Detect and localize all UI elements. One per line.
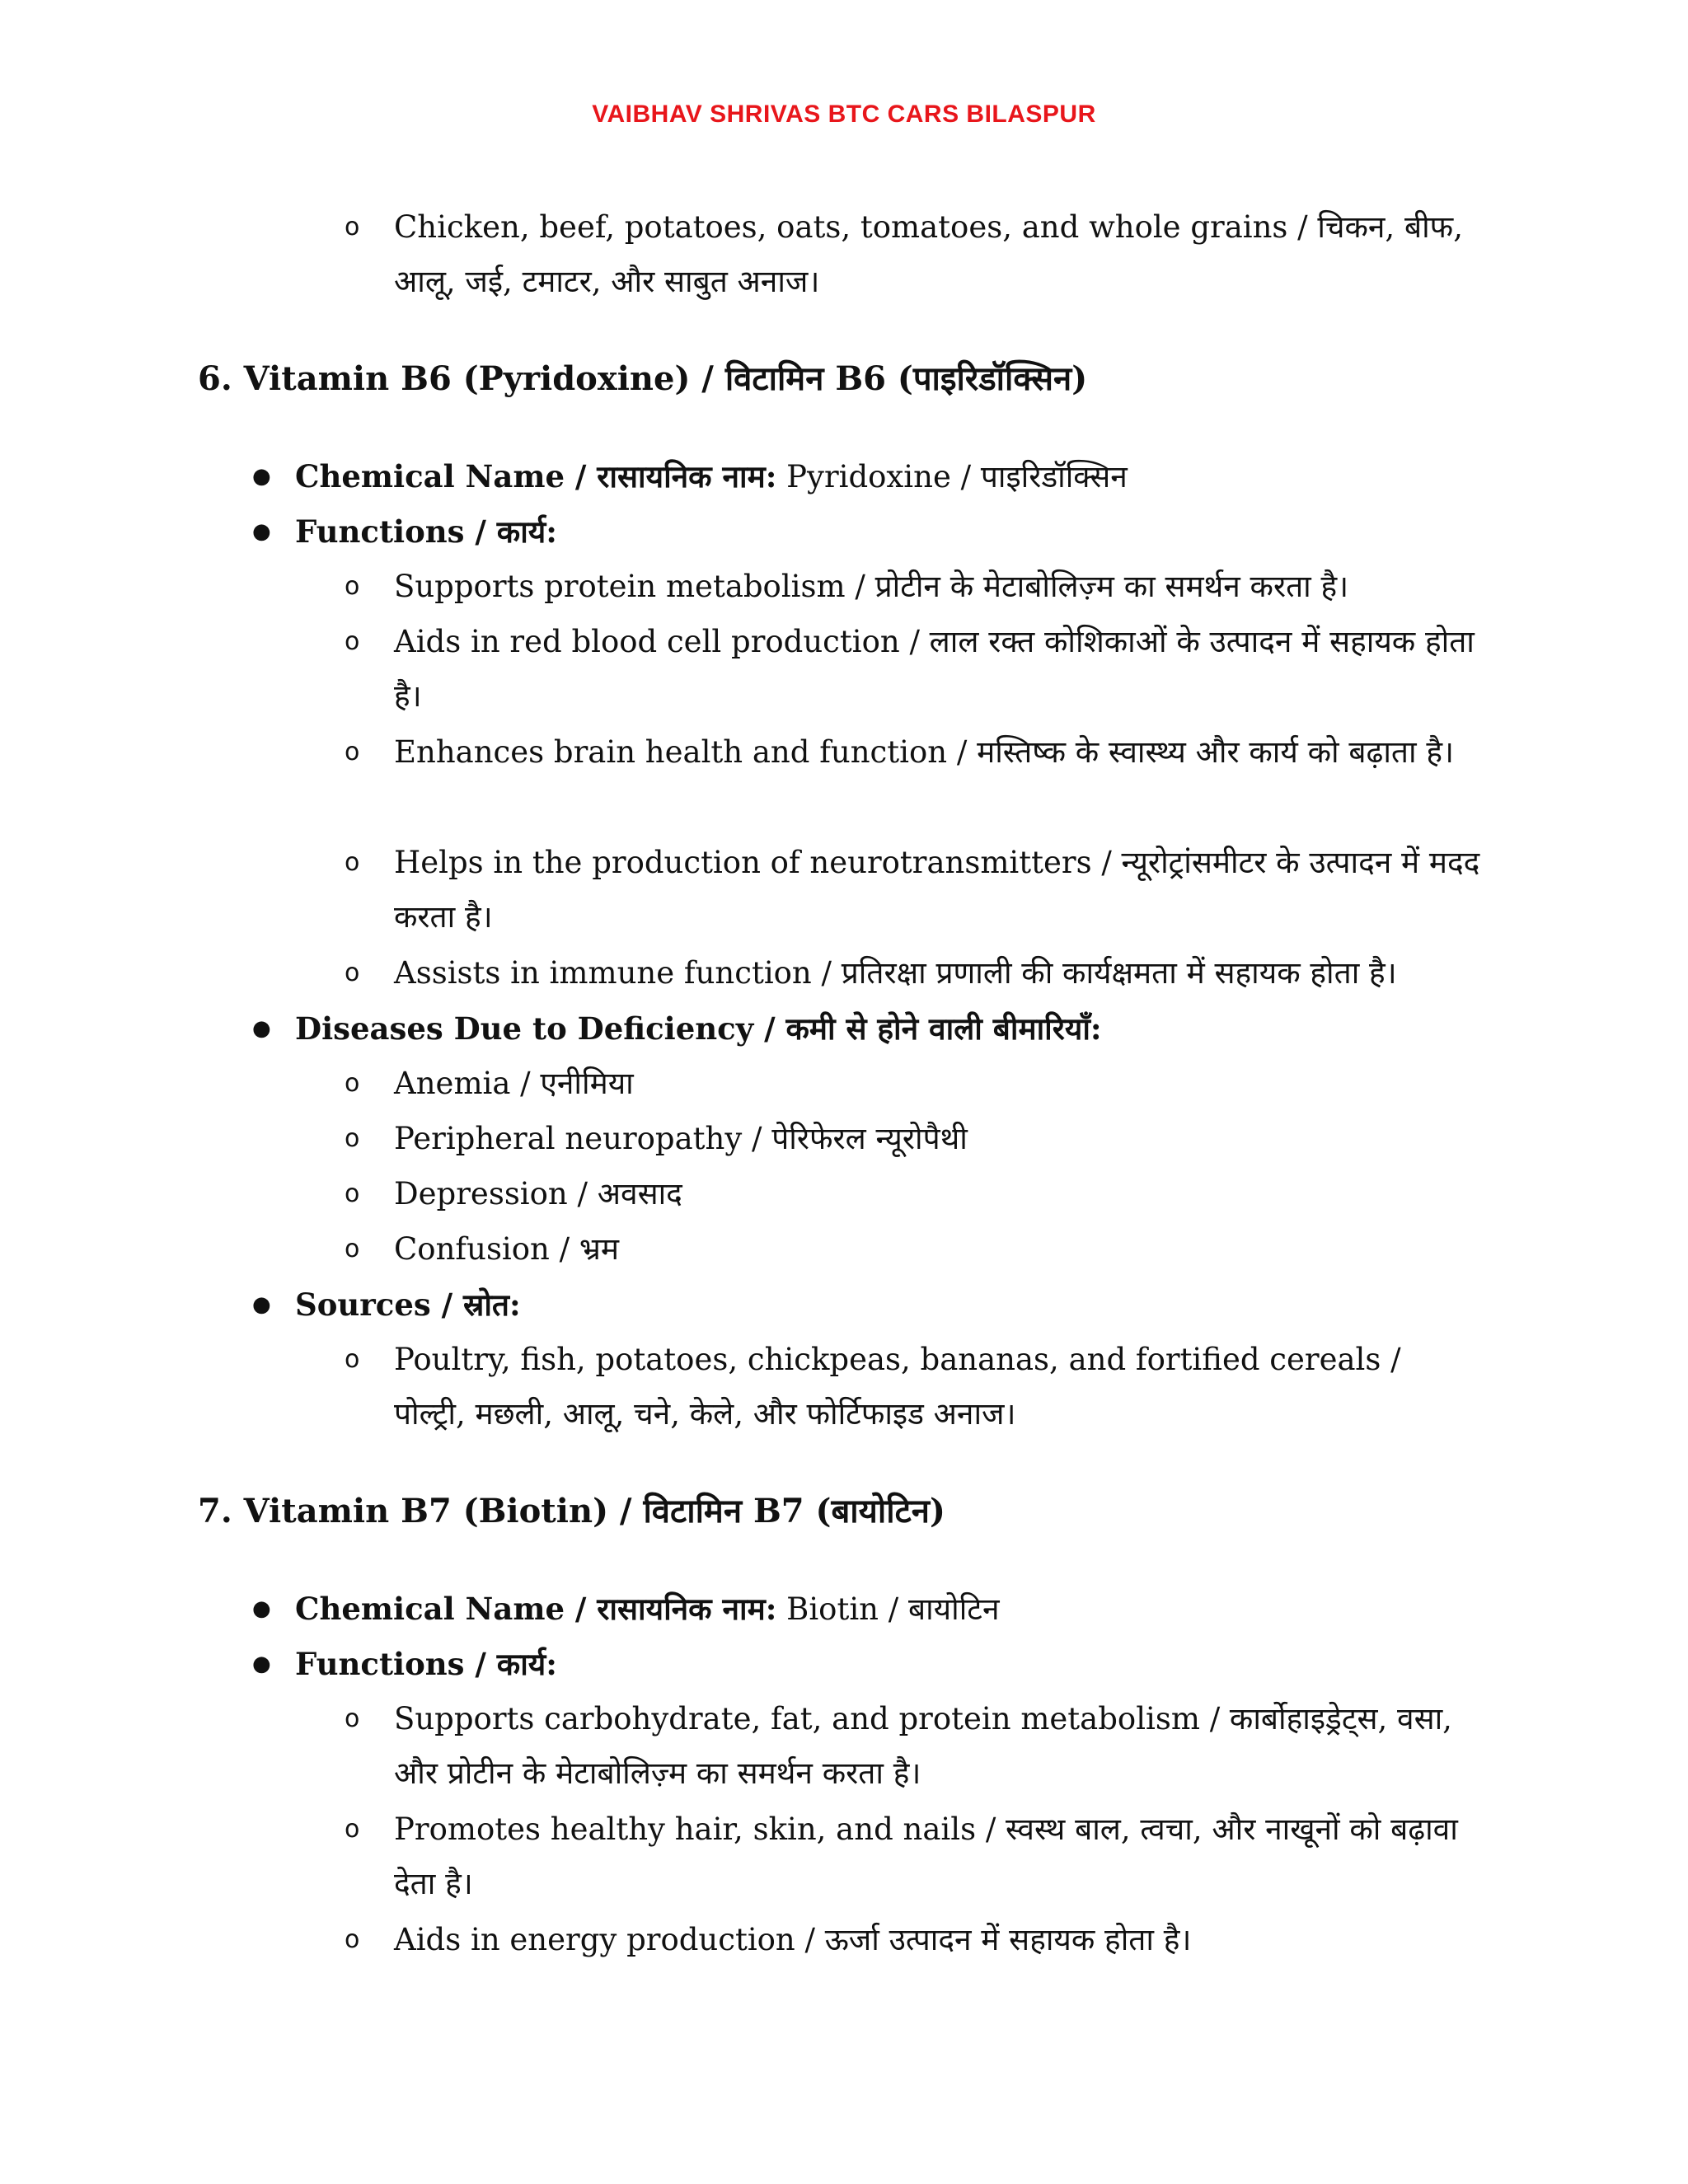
functions-label: Functions / कार्य:	[295, 513, 557, 550]
functions-row	[252, 504, 1531, 560]
chemical-name-row	[252, 1582, 1531, 1637]
page-header-title: VAIBHAV SHRIVAS BTC CARS BILASPUR	[592, 101, 1096, 128]
list-item	[345, 1913, 1482, 1967]
circle-bullet-icon: o	[345, 1345, 360, 1374]
circle-bullet-icon: o	[345, 1925, 360, 1954]
list-item	[345, 725, 1482, 780]
circle-bullet-icon: o	[345, 848, 360, 877]
list-item	[345, 1222, 1482, 1277]
circle-bullet-icon: o	[345, 1124, 360, 1153]
chemical-name-value: Biotin / बायोटिन	[776, 1591, 1000, 1627]
list-item-text: Supports carbohydrate, fat, and protein metabolism / कार्बोहाइड्रेट्स, वसा, और प्रोटीन के मेटाबोलिज़्म का समर्थन करता है।	[394, 1701, 1452, 1791]
functions-row	[252, 1637, 1531, 1692]
list-item-text: Enhances brain health and function / मस्तिष्क के स्वास्थ्य और कार्य को बढ़ाता है।	[394, 734, 1455, 770]
circle-bullet-icon: o	[345, 1815, 360, 1844]
list-item	[345, 560, 1482, 614]
circle-bullet-icon: o	[345, 1235, 360, 1263]
list-item	[345, 1167, 1482, 1221]
list-item-text: Helps in the production of neurotransmitters / न्यूरोट्रांसमीटर के उत्पादन में मदद करता है।	[394, 845, 1480, 935]
list-item-text: Peripheral neuropathy / पेरिफेरल न्यूरोपैथी	[394, 1121, 968, 1156]
disc-bullet-icon: ●	[252, 1292, 271, 1317]
list-item	[345, 1112, 1482, 1166]
list-item	[345, 1692, 1482, 1801]
list-item	[345, 615, 1482, 724]
list-item-text: Anemia / एनीमिया	[394, 1066, 634, 1101]
section-heading-b6: 6. Vitamin B6 (Pyridoxine) / विटामिन B6 (पाइरिडॉक्सिन)	[198, 359, 1088, 398]
diseases-label: Diseases Due to Deficiency / कमी से होने वाली बीमारियाँ:	[295, 1010, 1102, 1047]
list-item	[345, 946, 1482, 1001]
disc-bullet-icon: ●	[252, 1652, 271, 1676]
sources-row	[252, 1277, 1531, 1333]
list-item-text: Depression / अवसाद	[394, 1176, 682, 1212]
section-heading-b7: 7. Vitamin B7 (Biotin) / विटामिन B7 (बायोटिन)	[198, 1492, 945, 1530]
list-item-text: Confusion / भ्रम	[394, 1231, 619, 1267]
functions-label: Functions / कार्य:	[295, 1646, 557, 1682]
circle-bullet-icon: o	[345, 1704, 360, 1733]
circle-bullet-icon: o	[345, 213, 360, 241]
list-item-text: Poultry, fish, potatoes, chickpeas, bananas, and fortified cereals / पोल्ट्री, मछली, आलू, चने, केले, और फोर्टिफाइड अनाज।	[394, 1342, 1401, 1432]
list-item-text: Aids in energy production / ऊर्जा उत्पादन में सहायक होता है।	[394, 1922, 1192, 1957]
list-item-text: Supports protein metabolism / प्रोटीन के मेटाबोलिज़्म का समर्थन करता है।	[394, 569, 1349, 604]
chemical-name-label: Chemical Name / रासायनिक नाम:	[295, 458, 777, 494]
disc-bullet-icon: ●	[252, 1596, 271, 1621]
circle-bullet-icon: o	[345, 738, 360, 766]
sources-label: Sources / स्रोत:	[295, 1286, 521, 1323]
list-item-text: Aids in red blood cell production / लाल रक्त कोशिकाओं के उत्पादन में सहायक होता है।	[394, 624, 1475, 714]
list-item	[345, 1057, 1482, 1111]
list-item-text: Chicken, beef, potatoes, oats, tomatoes, and whole grains / चिकन, बीफ, आलू, जई, टमाटर, और साबुत अनाज।	[394, 209, 1463, 299]
list-item-text: Promotes healthy hair, skin, and nails / स्वस्थ बाल, त्वचा, और नाखूनों को बढ़ावा देता है।	[394, 1811, 1458, 1901]
disc-bullet-icon: ●	[252, 464, 271, 489]
list-item	[345, 200, 1482, 309]
chemical-name-row	[252, 449, 1531, 504]
list-item	[345, 1802, 1482, 1911]
list-item	[345, 1333, 1482, 1441]
circle-bullet-icon: o	[345, 1179, 360, 1208]
circle-bullet-icon: o	[345, 1069, 360, 1098]
list-item	[345, 836, 1482, 944]
disc-bullet-icon: ●	[252, 519, 271, 544]
chemical-name-value: Pyridoxine / पाइरिडॉक्सिन	[776, 459, 1128, 494]
circle-bullet-icon: o	[345, 572, 360, 601]
diseases-row	[252, 1001, 1531, 1057]
list-item-text: Assists in immune function / प्रतिरक्षा प्रणाली की कार्यक्षमता में सहायक होता है।	[394, 955, 1397, 991]
circle-bullet-icon: o	[345, 958, 360, 987]
chemical-name-label: Chemical Name / रासायनिक नाम:	[295, 1591, 777, 1627]
disc-bullet-icon: ●	[252, 1016, 271, 1041]
circle-bullet-icon: o	[345, 627, 360, 656]
